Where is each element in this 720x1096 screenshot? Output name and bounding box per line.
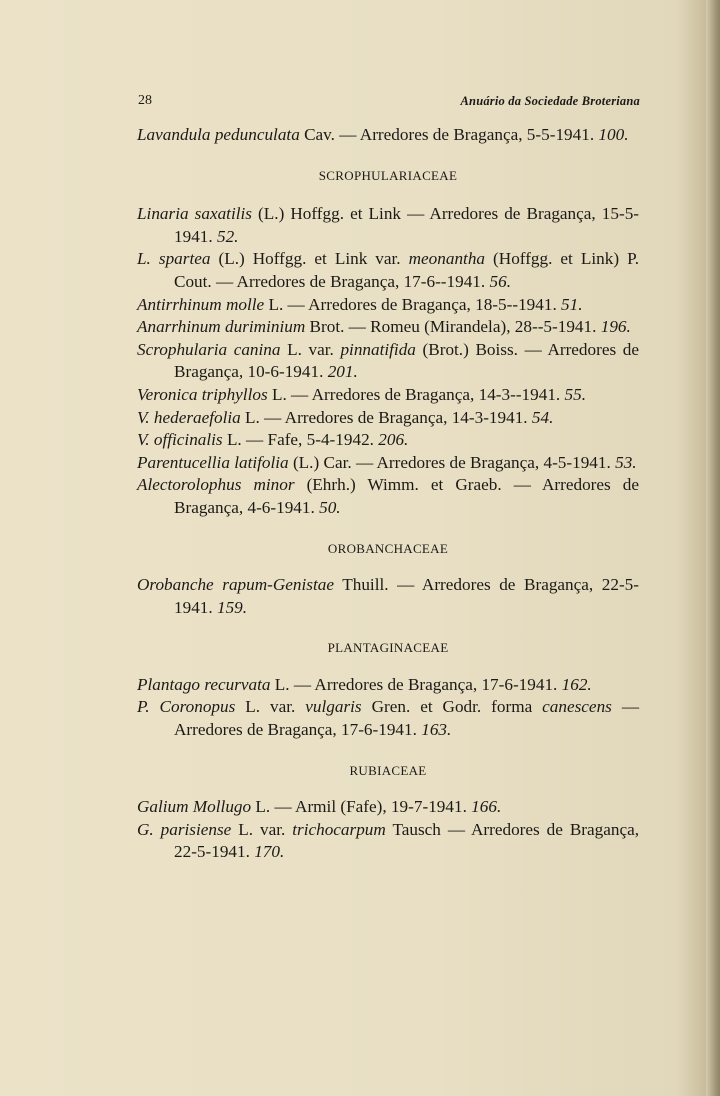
entry-text: L. — Arredores de Bragança, 14-3--1941. (267, 384, 565, 404)
species-entry (137, 796, 639, 819)
page-header (138, 93, 640, 113)
species-name: Orobanche rapum-Genistae (137, 575, 334, 595)
species-entry (137, 574, 639, 619)
species-entry (137, 452, 639, 475)
specimen-number: 166. (471, 797, 502, 817)
entry-text: L. var. (231, 819, 293, 839)
entry-text: L. — Arredores de Bragança, 14-3-1941. (240, 407, 532, 427)
variety-name: meonantha (408, 249, 486, 269)
species-entry (137, 429, 639, 452)
species-name: Scrophularia canina (137, 339, 281, 359)
species-name: Linaria saxatilis (137, 204, 252, 224)
species-entry (137, 248, 639, 293)
page-content (137, 124, 639, 864)
specimen-number: 196. (600, 317, 631, 337)
page-edge-shadow (706, 0, 720, 1096)
specimen-number: 53. (615, 452, 637, 472)
entry-text: — Arredores de Bragança, 17-6-1941. (174, 697, 640, 740)
running-title: Anuário da Sociedade Broteriana (460, 94, 640, 108)
family-heading: OROBANCHACEAE (327, 540, 449, 556)
species-entry (137, 674, 639, 697)
entry-text: Thuill. — Arredores de Bragança, 22-5-1941. (174, 575, 639, 617)
specimen-number: 54. (531, 407, 554, 427)
species-entry (137, 407, 639, 430)
species-name: V. hederaefolia (137, 407, 241, 427)
specimen-number: 159. (216, 597, 248, 617)
entry-text: L. — Fafe, 5-4-1942. (222, 430, 379, 450)
variety-name: vulgaris (305, 697, 362, 717)
species-entry (137, 339, 639, 384)
species-name: L. spartea (137, 249, 211, 269)
specimen-number: 52. (216, 226, 239, 246)
entry-text: Gren. et Godr. forma (361, 697, 543, 717)
family-heading: RUBIACEAE (349, 762, 427, 778)
species-name: Plantago recurvata (137, 674, 271, 694)
species-entry (137, 124, 639, 147)
entry-text: Cav. — Arredores de Bragança, 5-5-1941. (299, 125, 599, 144)
specimen-number: 162. (561, 674, 592, 694)
entry-text: L. — Arredores de Bragança, 17-6-1941. (270, 674, 562, 694)
form-name: canescens (542, 697, 612, 717)
entry-text: Tausch — Arredores de Bragança, 22-5-1941. (174, 819, 640, 862)
species-entry (137, 316, 639, 339)
specimen-number: 51. (561, 294, 583, 314)
species-name: Parentucellia latifolia (137, 452, 289, 472)
entry-text: (Hoffgg. et Link) P. Cout. — Arredores de Bragança, 17-6--1941. (174, 249, 640, 291)
entry-text: L. var. (280, 339, 341, 359)
variety-name: trichocarpum (292, 819, 386, 839)
specimen-number: 55. (564, 384, 587, 404)
species-entry (137, 474, 639, 519)
entry-text: Brot. — Romeu (Mirandela), 28--5-1941. (305, 317, 601, 337)
species-entry (137, 203, 639, 248)
specimen-number: 201. (327, 362, 358, 382)
specimen-number: 163. (421, 720, 452, 740)
entry-text: (L.) Hoffgg. et Link — Arredores de Bragança, 15-5-1941. (174, 204, 640, 246)
entry-text: L. — Arredores de Bragança, 18-5--1941. (264, 294, 562, 314)
species-entry (137, 384, 639, 407)
specimen-number: 50. (319, 497, 341, 517)
species-name: Alectorolophus minor (137, 475, 295, 495)
entry-text: (L.) Car. — Arredores de Bragança, 4-5-1941. (288, 452, 616, 472)
page-number: 28 (138, 93, 152, 108)
entry-text: L. — Armil (Fafe), 19-7-1941. (251, 797, 472, 817)
species-name: Lavandula pedunculata (137, 125, 300, 144)
entry-text: L. var. (235, 697, 306, 717)
entry-text: (Ehrh.) Wimm. et Graeb. — Arredores de Bragança, 4-6-1941. (174, 475, 639, 517)
species-name: Galium Mollugo (137, 797, 252, 817)
species-name: Anarrhinum duriminium (137, 317, 306, 337)
variety-name: pinnatifida (340, 339, 416, 359)
species-name: Antirrhinum molle (137, 294, 265, 314)
species-name: Veronica triphyllos (137, 384, 268, 404)
species-entry (137, 294, 639, 317)
specimen-number: 170. (254, 842, 285, 862)
entry-text: (Brot.) Boiss. — Arredores de Bragança, 10-6-1941. (174, 339, 639, 382)
species-name: V. officinalis (137, 430, 223, 450)
specimen-number: 206. (378, 430, 409, 450)
species-entry (137, 819, 639, 864)
entry-text: (L.) Hoffgg. et Link var. (210, 249, 409, 269)
specimen-number: 100. (598, 125, 629, 144)
species-name: G. parisiense (137, 819, 232, 839)
family-heading: PLANTAGINACEAE (327, 640, 449, 656)
species-entry (137, 696, 639, 741)
family-heading: SCROPHULARIACEAE (318, 167, 458, 183)
species-name: P. Coronopus (137, 697, 236, 717)
specimen-number: 56. (489, 271, 511, 291)
